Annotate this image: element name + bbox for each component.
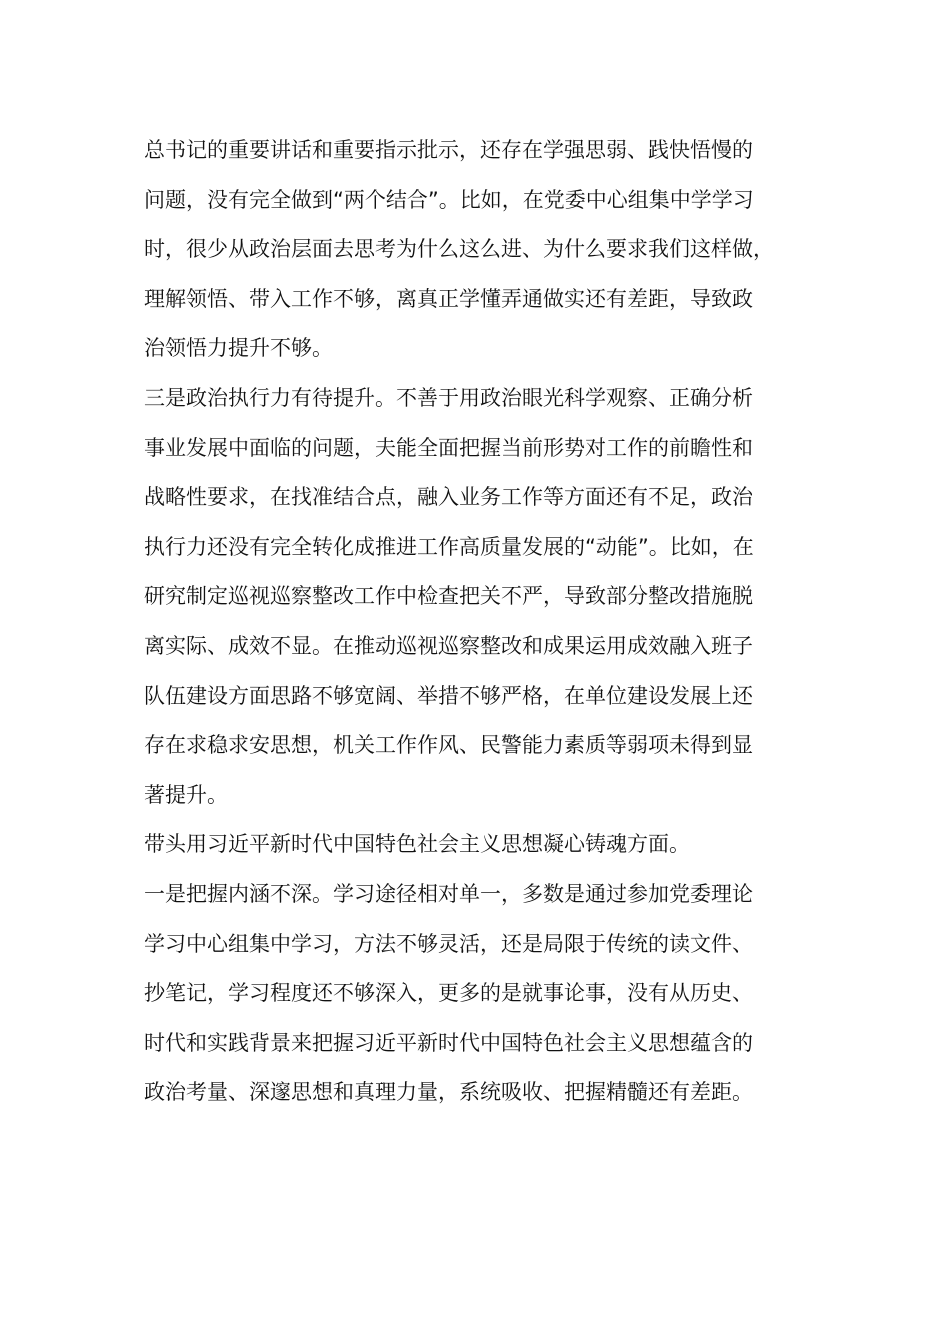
paragraph-3 xyxy=(144,820,834,870)
text-line: 事业发展中面临的问题，夫能全面把握当前形势对工作的前瞻性和 xyxy=(144,435,753,460)
text-line: 时，很少从政治层面去思考为什么这么进、为什么要求我们这样做， xyxy=(144,237,774,262)
text-line: 研究制定巡视巡察整改工作中检查把关不严，导致部分整改措施脱 xyxy=(144,584,753,609)
text-line: 治领悟力提升不够。 xyxy=(144,336,333,361)
text-line: 理解领悟、带入工作不够，离真正学懂弄通做实还有差距，导致政 xyxy=(144,286,753,311)
text-line: 政治考量、深邃思想和真理力量，系统吸收、把握精髓还有差距。 xyxy=(144,1080,753,1105)
text-line: 时代和实践背景来把握习近平新时代中国特色社会主义思想蕴含的 xyxy=(144,1030,753,1055)
text-line: 带头用习近平新时代中国特色社会主义思想凝心铸魂方面。 xyxy=(144,832,690,857)
text-line: 抄笔记，学习程度还不够深入，更多的是就事论事，没有从历史、 xyxy=(144,981,753,1006)
text-line: 队伍建设方面思路不够宽阔、举措不够严格，在单位建设发展上还 xyxy=(144,683,753,708)
text-line: 一是把握内涵不深。学习途径相对单一，多数是通过参加党委理论 xyxy=(144,881,753,906)
text-line: 著提升。 xyxy=(144,782,228,807)
paragraph-1 xyxy=(144,126,834,374)
text-line: 战略性要求，在找准结合点，融入业务工作等方面还有不足，政治 xyxy=(144,485,753,510)
text-line: 学习中心组集中学习，方法不够灵活，还是局限于传统的读文件、 xyxy=(144,931,753,956)
text-line: 存在求稳求安思想，机关工作作风、民警能力素质等弱项未得到显 xyxy=(144,733,753,758)
paragraph-4 xyxy=(144,870,834,1118)
text-line: 离实际、成效不显。在推动巡视巡察整改和成果运用成效融入班子 xyxy=(144,633,753,658)
text-line: 三是政治执行力有待提升。不善于用政治眼光科学观察、正确分析 xyxy=(144,385,753,410)
paragraph-2 xyxy=(144,374,834,820)
text-line: 执行力还没有完全转化成推进工作高质量发展的“动能”。比如，在 xyxy=(144,534,754,559)
text-line: 问题，没有完全做到“两个结合”。比如，在党委中心组集中学学习 xyxy=(144,187,754,212)
document-body xyxy=(144,126,834,1118)
text-line: 总书记的重要讲话和重要指示批示，还存在学强思弱、践快悟慢的 xyxy=(144,138,753,162)
